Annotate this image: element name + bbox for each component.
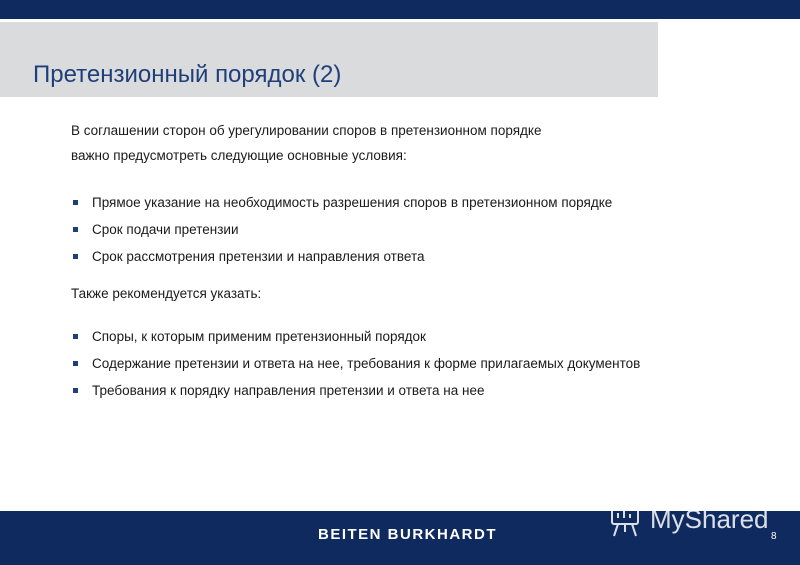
list-item (71, 192, 641, 213)
watermark (606, 500, 786, 544)
list-item (71, 326, 641, 347)
bullet-icon (73, 361, 78, 366)
spacer (71, 273, 641, 281)
intro-line-2: важно предусмотреть следующие основные условия: (71, 148, 407, 163)
spacer (71, 168, 641, 192)
recommendations-list (71, 326, 641, 401)
bullet-icon (73, 254, 78, 259)
list-item-text: Требования к порядку направления претензии и ответа на нее (92, 383, 485, 398)
watermark-text: MyShared (650, 504, 769, 534)
list-item (71, 380, 641, 401)
spacer (71, 306, 641, 326)
slide-title: Претензионный порядок (2) (33, 61, 342, 88)
list-item-text: Прямое указание на необходимость разрешения споров в претензионном порядке (92, 195, 613, 210)
list-item (71, 246, 641, 267)
bullet-icon (73, 388, 78, 393)
list-item-text: Содержание претензии и ответа на нее, требования к форме прилагаемых документов (92, 356, 641, 371)
presentation-board-icon (606, 500, 646, 544)
bullet-icon (73, 200, 78, 205)
list-item (71, 353, 641, 374)
conditions-list (71, 192, 641, 267)
intro-line-1: В соглашении сторон об урегулировании споров в претензионном порядке (71, 123, 542, 138)
top-bar (0, 0, 800, 19)
list-item-text: Срок подачи претензии (92, 222, 239, 237)
bullet-icon (73, 334, 78, 339)
list-item-text: Срок рассмотрения претензии и направления ответа (92, 249, 425, 264)
slide-content (71, 118, 641, 407)
brand-logo-text: BEITEN BURKHARDT (318, 526, 497, 543)
intro-paragraph (71, 118, 641, 168)
page-number: 8 (771, 531, 777, 542)
list-item-text: Споры, к которым применим претензионный порядок (92, 329, 426, 344)
list-item (71, 219, 641, 240)
subheading: Также рекомендуется указать: (71, 286, 262, 301)
bullet-icon (73, 227, 78, 232)
